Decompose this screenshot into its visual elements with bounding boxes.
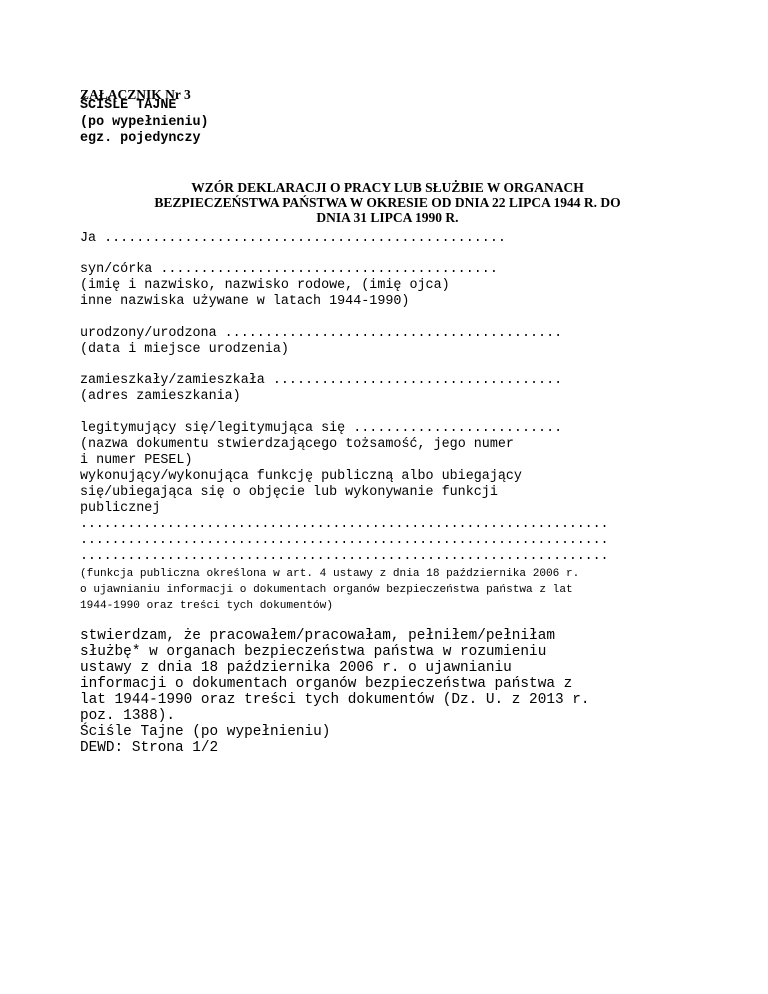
- footnote-line-1: (funkcja publiczna określona w art. 4 ustawy z dnia 18 października 2006 r.: [80, 568, 580, 580]
- field-syn-corka: syn/córka ..........................................: [80, 262, 498, 277]
- hint-address: (adres zamieszkania): [80, 389, 241, 404]
- statement-line-6: poz. 1388).: [80, 708, 175, 724]
- statement-line-3: ustawy z dnia 18 października 2006 r. o ujawnianiu: [80, 660, 512, 676]
- hint-pesel: i numer PESEL): [80, 453, 193, 468]
- blank-line-1: ...................................................................: [80, 517, 609, 532]
- footer-page-number: DEWD: Strona 1/2: [80, 740, 219, 756]
- statement-line-1: stwierdzam, że pracowałem/pracowałam, pełniłem/pełniłam: [80, 628, 555, 644]
- statement-line-4: informacji o dokumentach organów bezpieczeństwa państwa z: [80, 676, 573, 692]
- blank-line-2: ...................................................................: [80, 533, 609, 548]
- field-urodzony: urodzony/urodzona ..........................................: [80, 326, 563, 341]
- statement-line-2: służbę* w organach bezpieczeństwa państwa w rozumieniu: [80, 644, 547, 660]
- field-zamieszkaly: zamieszkały/zamieszkała ....................................: [80, 373, 563, 388]
- field-ja: Ja ..................................................: [80, 231, 506, 246]
- function-line-3: publicznej: [80, 501, 161, 516]
- attachment-label: ZAŁĄCZNIK Nr 3: [80, 87, 191, 102]
- hint-other-names: inne nazwiska używane w latach 1944-1990): [80, 294, 410, 309]
- title-line-1: WZÓR DEKLARACJI O PRACY LUB SŁUŻBIE W ORGANACH: [191, 180, 584, 195]
- hint-birth: (data i miejsce urodzenia): [80, 342, 289, 357]
- blank-line-3: ...................................................................: [80, 549, 609, 564]
- copy-label: egz. pojedynczy: [80, 131, 201, 146]
- statement-line-5: lat 1944-1990 oraz treści tych dokumentów (Dz. U. z 2013 r.: [80, 692, 590, 708]
- when-filled-label: (po wypełnieniu): [80, 115, 209, 130]
- title-line-3: DNIA 31 LIPCA 1990 R.: [316, 210, 459, 226]
- document-title: [80, 180, 695, 226]
- hint-name: (imię i nazwisko, nazwisko rodowe, (imię ojca): [80, 278, 450, 293]
- function-line-1: wykonujący/wykonująca funkcję publiczną albo ubiegający: [80, 469, 522, 484]
- hint-document: [80, 437, 514, 453]
- hint-document-part-1: (nazwa dokumentu stwierdzającego: [80, 437, 338, 452]
- footer-classification: Ściśle Tajne (po wypełnieniu): [80, 724, 331, 740]
- title-line-2: BEZPIECZEŃSTWA PAŃSTWA W OKRESIE OD DNIA 22 LIPCA 1944 R. DO: [154, 195, 621, 211]
- field-legitymujacy: legitymujący się/legitymująca się ..........................: [80, 421, 563, 436]
- classification-label: ŚCIŚLE TAJNE: [80, 98, 177, 113]
- footnote-line-2: o ujawnianiu informacji o dokumentach organów bezpieczeństwa państwa z lat: [80, 584, 573, 596]
- function-line-2: się/ubiegająca się o objęcie lub wykonywanie funkcji: [80, 485, 498, 500]
- hint-document-part-2: tożsamość, jego numer: [345, 437, 514, 452]
- footnote-line-3: 1944-1990 oraz treści tych dokumentów): [80, 600, 333, 612]
